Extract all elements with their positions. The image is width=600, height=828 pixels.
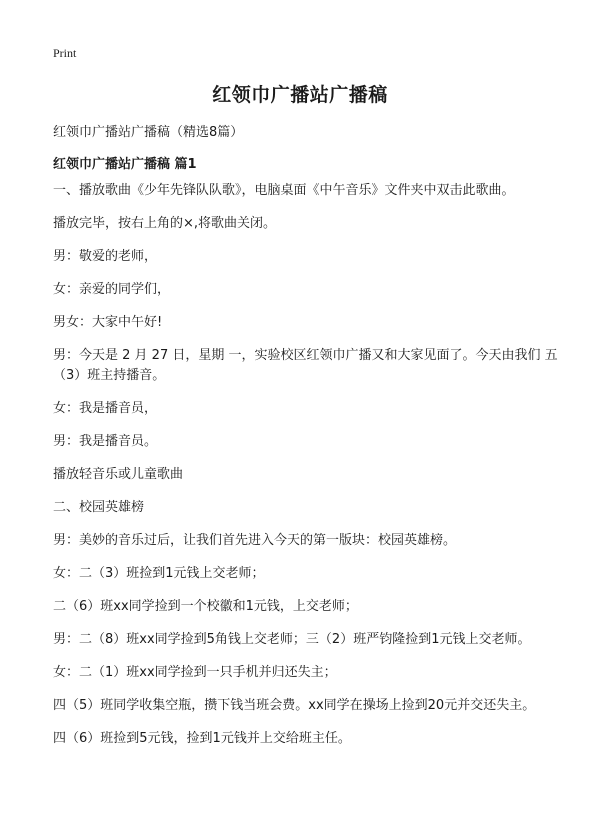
paragraph: 女：我是播音员， bbox=[53, 401, 158, 416]
paragraph: 二、校园英雄榜 bbox=[53, 500, 145, 515]
document-subtitle: 红领巾广播站广播稿（精选8篇） bbox=[53, 125, 244, 140]
article-body bbox=[53, 181, 563, 762]
paragraph: 男：二（8）班xx同学捡到5角钱上交老师；三（2）班严钧隆捡到1元钱上交老师。 bbox=[53, 632, 531, 647]
paragraph: 男：今天是 2 月 27 日，星期 一，实验校区红领巾广播又和大家见面了。今天由我们 五（3）班主持播音。 bbox=[53, 348, 558, 383]
paragraph: 播放完毕，按右上角的×,将歌曲关闭。 bbox=[53, 216, 277, 231]
document-title: 红领巾广播站广播稿 bbox=[212, 84, 388, 106]
section-heading: 红领巾广播站广播稿 篇1 bbox=[53, 157, 197, 172]
paragraph: 男：美妙的音乐过后，让我们首先进入今天的第一版块：校园英雄榜。 bbox=[53, 533, 457, 548]
paragraph: 四（5）班同学收集空瓶，攒下钱当班会费。xx同学在操场上捡到20元并交还失主。 bbox=[53, 698, 536, 713]
paragraph: 四（6）班捡到5元钱，捡到1元钱并上交给班主任。 bbox=[53, 731, 351, 746]
paragraph: 男女：大家中午好! bbox=[53, 315, 163, 330]
paragraph: 女：二（1）班xx同学捡到一只手机并归还失主； bbox=[53, 665, 337, 680]
print-link[interactable]: Print bbox=[53, 46, 77, 60]
paragraph: 一、播放歌曲《少年先锋队队歌》，电脑桌面《中午音乐》文件夹中双击此歌曲。 bbox=[53, 183, 515, 198]
paragraph: 播放轻音乐或儿童歌曲 bbox=[53, 467, 184, 482]
paragraph: 二（6）班xx同学捡到一个校徽和1元钱，上交老师； bbox=[53, 599, 358, 614]
paragraph: 女：二（3）班捡到1元钱上交老师； bbox=[53, 566, 265, 581]
paragraph: 男：我是播音员。 bbox=[53, 434, 158, 449]
paragraph: 女：亲爱的同学们， bbox=[53, 282, 171, 297]
paragraph: 男：敬爱的老师， bbox=[53, 249, 158, 264]
